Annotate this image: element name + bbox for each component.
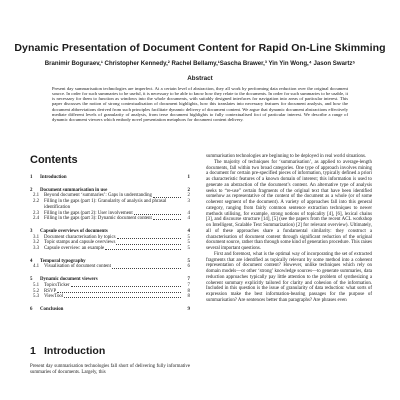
toc-label: Visualisation of document content (44, 264, 111, 270)
table-of-contents (30, 175, 190, 313)
toc-page-number: 5 (187, 234, 190, 240)
right-column (206, 154, 372, 304)
toc-leader-dots (112, 264, 181, 268)
toc-number: 2.3 (33, 210, 40, 216)
toc-leader-dots (134, 211, 181, 215)
abstract-text: Present day summarisation technologies are imperfect. At a certain level of abstraction, they all work by performing data reduction over the original document source. In order for such summaries to be useful, it is necessary to be able to know how they relate to the documents. In order for such summaries to be usable, it is necessary for them to function as windows into the whole documents, with suitably designed interfaces for navigation into areas of particular interest. This paper discusses the notion of strong contextualisation of document highlights, how this translates into necessary features for document analysis, and how the document abbreviations derived from such principles facilitate dynamic delivery of document content. We argue that dynamic document abstractions effectively mediate different levels of granularity of analysis, from terse document highlights to fully contextualised foci of particular interest. We describe a range of dynamic document viewers which embody novel presentation metaphors for document content delivery. (52, 86, 348, 122)
toc-page-number: 5 (187, 240, 190, 246)
toc-page-number: 8 (187, 294, 190, 300)
left-column (30, 154, 190, 313)
body-paragraph: The majority of techniques for ‘summarisation’, as applied to average-length documents, fall within two broad categories. One type of approach involves mining a document for certain pre-specified pieces of information, typically defined a priori as characteristic features of a known domain of interest; this information is used to generate an abstraction of the document’s content. An alternative type of analysis seeks to “re-use” certain fragments of the original text that have been identified somehow as representative of the content of the document as a whole (or of some coherent segment of the document). A variety of approaches fall into this general category, ranging from fairly common sentence extraction techniques to newer methods utilising, for example, strong notions of topicality [4], [6], lexical chains [3], and discourse structure [14], [5] (see the papers from the recent ACL workshop on Intelligent, Scalable Text Summarization) [2] for relevant overview). Ultimately, all of these approaches share a fundamental similarity: they construct a characterisation of document content through significant reduction of the original document source, rather than through some kind of generation procedure. This raises several important questions. (206, 159, 373, 251)
toc-page-number: 6 (187, 264, 190, 270)
toc-page-number: 3 (187, 199, 190, 205)
toc-page-number: 1 (187, 175, 190, 180)
toc-label: Document characterisation by topics (44, 234, 116, 240)
toc-entry[interactable] (30, 307, 190, 313)
toc-label: RSVP (44, 288, 57, 294)
toc-label: ViewTool (44, 294, 64, 300)
toc-page-number: 7 (187, 277, 190, 283)
toc-number: 5.3 (33, 294, 40, 300)
toc-leader-dots (71, 283, 181, 287)
toc-label: Filling in the gaps (part 3): Dynamic document content (44, 216, 152, 222)
toc-label: Conclusion (40, 306, 64, 312)
toc-number: 3.3 (33, 246, 40, 252)
toc-entry[interactable] (30, 175, 190, 181)
toc-page-number: 7 (187, 282, 190, 288)
introduction-paragraph: Present day summarisation technologies fall short of delivering fully informative summaries of documents. Largely, this (30, 364, 190, 375)
toc-label: Document summarisation in use (40, 187, 108, 193)
toc-page-number: 4 (187, 228, 190, 234)
toc-label: Beyond document ‘summaries’: Gaps in understanding (44, 193, 152, 199)
toc-label: Introduction (40, 175, 67, 180)
toc-leader-dots (153, 216, 181, 220)
toc-label: Topic stamps and capsule overviews (44, 240, 116, 246)
toc-number: 1 (30, 175, 33, 180)
toc-label: Filling in the gaps (part 2): User involvement (44, 210, 133, 216)
toc-number: 3.1 (33, 234, 40, 240)
toc-label-wrap (44, 264, 182, 270)
toc-number: 4 (30, 258, 33, 264)
body-paragraph: First and foremost, what is the optimal way of incorporating the set of extracted fragments that are identified as topically relevant by some method into a coherent representation of document content? However, unlike techniques which rely on domain models—or other ‘strong’ knowledge sources—to generate summaries, data reduction approaches typically pay little attention to the problem of synthesizing a coherent summary explicitly tailored for clarity and cohesion of the information. Included in this question is the issue of granularity of data reduction: what sorts of expression make the best information-bearing passages for the purpose of summarisation? Are sentences better than paragraphs? Are phrases even (206, 251, 372, 303)
toc-leader-dots (57, 289, 181, 293)
toc-page-number: 5 (187, 246, 190, 252)
toc-page-number: 8 (187, 288, 190, 294)
toc-label: TopicsTicker (44, 282, 70, 288)
toc-label: Capsule overview: an example (44, 246, 105, 252)
toc-page-number: 5 (187, 258, 190, 264)
toc-number: 2.4 (33, 216, 40, 222)
toc-number: 6 (30, 306, 33, 312)
paper-title: Dynamic Presentation of Document Content for Rapid On-Line Skimming (14, 42, 386, 54)
toc-subentry[interactable] (30, 216, 190, 222)
toc-label-wrap (44, 216, 182, 222)
abstract-heading: Abstract (187, 75, 213, 82)
section-number: 1 (30, 345, 36, 357)
toc-label: Filling in the gaps (part 1): Granularity of analysis and phrasal identification (44, 199, 167, 210)
toc-leader-dots (117, 235, 181, 239)
toc-number: 5.1 (33, 282, 40, 288)
toc-number: 3.2 (33, 240, 40, 246)
toc-label-wrap (44, 294, 182, 300)
author-list: Branimir Boguraev,¹ Christopher Kennedy,² Rachel Bellamy,¹Sascha Brawer,³ Yin Yin Wong,⁴ Jason Swartz⁵ (44, 60, 356, 67)
toc-page-number: 9 (187, 306, 190, 312)
contents-heading: Contents (30, 154, 78, 166)
toc-number: 3 (30, 228, 33, 234)
toc-subentry[interactable] (30, 264, 190, 270)
section-heading-introduction (30, 345, 105, 357)
toc-number: 2.2 (33, 199, 40, 205)
toc-leader-dots (64, 294, 181, 298)
toc-number: 2 (30, 187, 33, 193)
toc-label-wrap (44, 199, 182, 210)
toc-label: Dynamic document viewers (40, 277, 98, 283)
body-paragraph: summarisation technologies are beginning to be deployed in real world situations. (206, 154, 367, 159)
toc-subentry[interactable] (30, 294, 190, 300)
toc-label-wrap (44, 246, 182, 252)
toc-leader-dots (105, 246, 181, 250)
toc-number: 2.1 (33, 193, 40, 199)
toc-page-number: 2 (187, 187, 190, 193)
toc-number: 5.2 (33, 288, 40, 294)
toc-label: Capsule overviews of documents (40, 228, 108, 234)
toc-subentry[interactable] (30, 199, 190, 210)
toc-number: 5 (30, 277, 33, 283)
toc-page-number: 4 (187, 216, 190, 222)
toc-leader-dots (116, 240, 181, 244)
toc-page-number: 4 (187, 210, 190, 216)
toc-label: Temporal typography (40, 258, 86, 264)
toc-leader-dots (153, 193, 181, 197)
toc-page-number: 2 (187, 193, 190, 199)
toc-number: 4.1 (33, 264, 40, 270)
toc-subentry[interactable] (30, 246, 190, 252)
section-title: Introduction (44, 345, 106, 357)
